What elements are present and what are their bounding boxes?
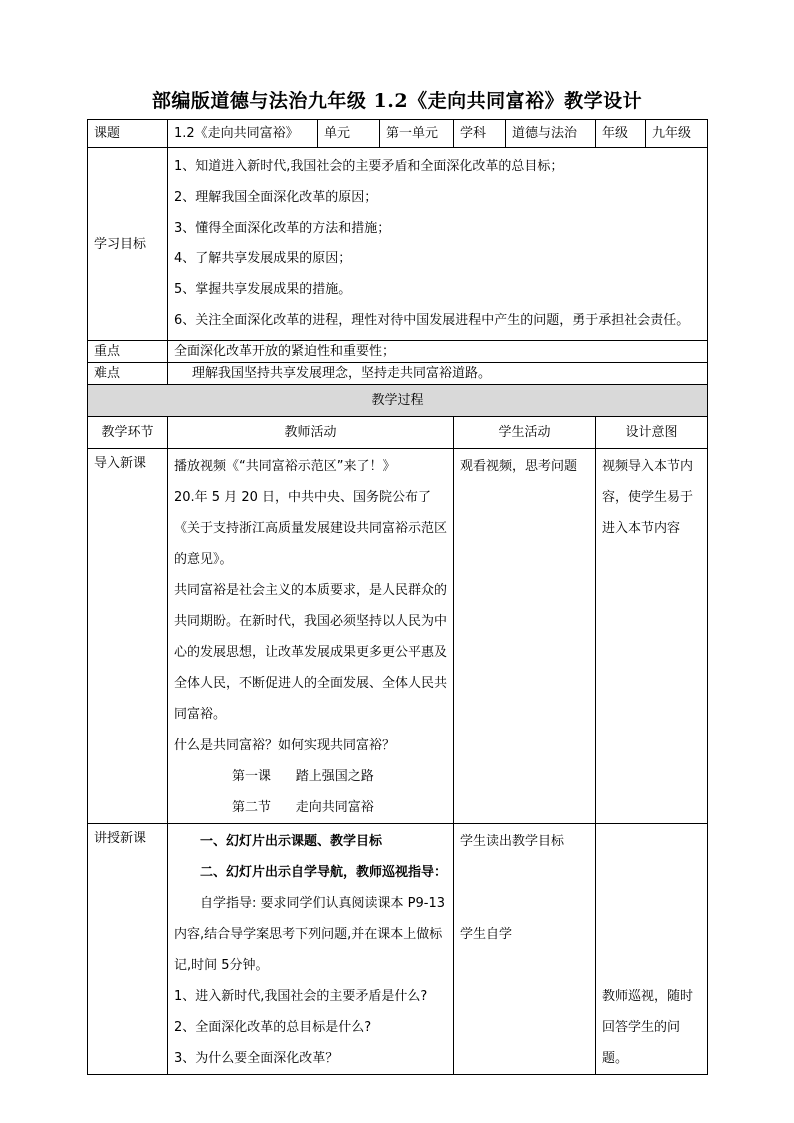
topic-label: 课题 — [88, 120, 168, 148]
lecture-design — [596, 824, 708, 1075]
lecture-student-text-1: 学生读出教学目标 — [460, 834, 565, 850]
process-section-title: 教学过程 — [88, 385, 708, 417]
header-student: 学生活动 — [454, 417, 596, 449]
lesson-plan-table — [87, 119, 708, 1075]
intro-stage — [88, 449, 168, 824]
goal-item: 4、了解共享发展成果的原因； — [174, 251, 352, 267]
grade-label: 年级 — [596, 120, 646, 148]
grade-value: 九年级 — [646, 120, 708, 148]
lecture-teacher-line: 自学指导: 要求同学们认真阅读课本 P9-13 内容,结合导学案思考下列问题,并在课本上做标记,时间 5分钟。 — [174, 896, 445, 974]
unit-label: 单元 — [318, 120, 380, 148]
difficult-point-row — [88, 363, 708, 385]
lecture-teacher-line: 2、全面深化改革的总目标是什么? — [174, 1020, 372, 1036]
difficult-point-label: 难点 — [88, 363, 168, 385]
intro-teacher — [168, 449, 454, 824]
lecture-stage — [88, 824, 168, 1075]
intro-design-text: 视频导入本节内容，使学生易于进入本节内容 — [602, 459, 694, 537]
intro-design — [596, 449, 708, 824]
goals-list — [168, 148, 708, 341]
intro-student — [454, 449, 596, 824]
header-teacher: 教师活动 — [168, 417, 454, 449]
document-title: 部编版道德与法治九年级 1.2《走向共同富裕》教学设计 — [151, 90, 643, 112]
lecture-teacher-line: 二、幻灯片出示自学导航，教师巡视指导： — [200, 865, 448, 881]
lecture-student — [454, 824, 596, 1075]
goal-item: 6、关注全面深化改革的进程，理性对待中国发展进程中产生的问题，勇于承担社会责任。 — [174, 312, 690, 328]
difficult-point-value: 理解我国坚持共享发展理念，坚持走共同富裕道路。 — [168, 363, 708, 385]
intro-teacher-line: 什么是共同富裕？如何实现共同富裕？ — [174, 738, 396, 754]
subject-label: 学科 — [454, 120, 506, 148]
intro-teacher-line: 第二节 走向共同富裕 — [232, 800, 374, 816]
intro-stage-label: 导入新课 — [94, 456, 147, 472]
goal-item: 1、知道进入新时代,我国社会的主要矛盾和全面深化改革的总目标； — [174, 159, 564, 175]
header-stage: 教学环节 — [88, 417, 168, 449]
intro-teacher-line: 第一课 踏上强国之路 — [232, 769, 374, 785]
intro-teacher-line: 20.年 5 月 20 日，中共中央、国务院公布了《关于支持浙江高质量发展建设共同富裕示范区的意见》。 — [174, 490, 448, 568]
subject-value: 道德与法治 — [506, 120, 596, 148]
key-point-row — [88, 341, 708, 363]
lecture-teacher — [168, 824, 454, 1075]
process-section-row — [88, 385, 708, 417]
unit-value: 第一单元 — [380, 120, 454, 148]
header-design: 设计意图 — [596, 417, 708, 449]
goal-item: 2、理解我国全面深化改革的原因； — [174, 190, 378, 206]
lecture-row — [88, 824, 708, 1075]
process-header-row — [88, 417, 708, 449]
goal-item: 5、掌握共享发展成果的措施。 — [174, 282, 352, 298]
lecture-stage-label: 讲授新课 — [94, 831, 147, 847]
lecture-student-text-2: 学生自学 — [460, 927, 513, 943]
topic-value: 1.2《走向共同富裕》 — [168, 120, 318, 148]
key-point-value: 全面深化改革开放的紧迫性和重要性； — [168, 341, 708, 363]
info-row — [88, 120, 708, 148]
lecture-teacher-line: 3、为什么要全面深化改革？ — [174, 1051, 339, 1067]
goals-label: 学习目标 — [88, 148, 168, 341]
intro-student-text: 观看视频，思考问题 — [460, 459, 578, 475]
lecture-teacher-line: 一、幻灯片出示课题、教学目标 — [200, 834, 383, 850]
key-point-label: 重点 — [88, 341, 168, 363]
lecture-design-text: 教师巡视，随时回答学生的问题。 — [602, 989, 694, 1067]
goal-item: 3、懂得全面深化改革的方法和措施； — [174, 220, 391, 236]
intro-teacher-line: 共同富裕是社会主义的本质要求，是人民群众的共同期盼。在新时代，我国必须坚持以人民为中心的发展思想，让改革发展成果更多更公平惠及全体人民，不断促进人的全面发展、全体人民共同富裕。 — [174, 583, 448, 723]
intro-row — [88, 449, 708, 824]
lecture-teacher-line: 1、进入新时代,我国社会的主要矛盾是什么? — [174, 989, 428, 1005]
goals-row — [88, 148, 708, 341]
intro-teacher-line: 播放视频《“共同富裕示范区”来了！》 — [174, 459, 396, 475]
